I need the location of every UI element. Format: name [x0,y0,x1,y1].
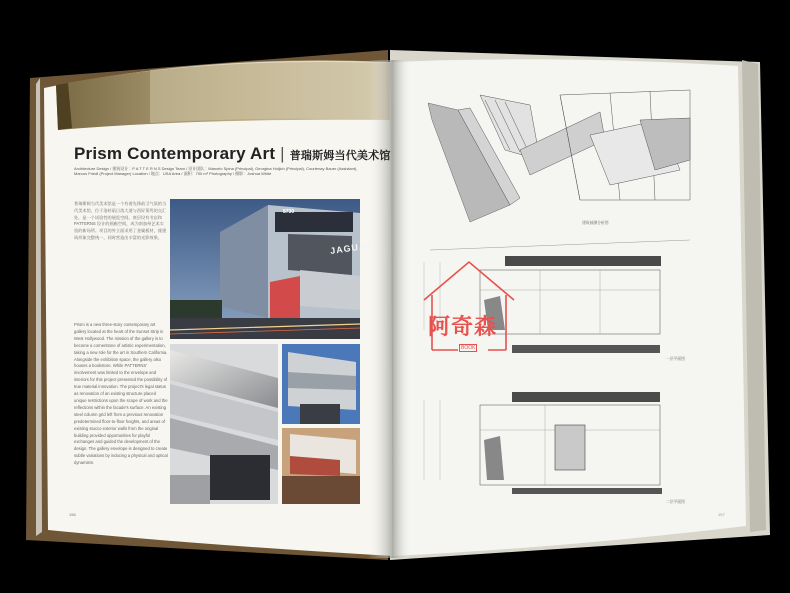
page-number-right: 157 [718,512,725,517]
building-sign-brand: JAGUAR [329,239,375,257]
caption-plan-2: 二层平面图 [666,500,685,504]
page-title-chinese: 普瑞斯姆当代美术馆 [289,150,391,162]
page-number-left: 156 [69,512,76,517]
facade-photo-top [282,344,360,424]
body-text-chinese: 普瑞斯姆当代美术馆是一个有着先锋前卫气质的当代美术馆，位于洛杉矶日落大道与西好莱坞的交汇处，是一个试验性的展览空间。底层设有书店和 PATTERNS 设计的画廊空间，成为南加州艺术实验的新场所。项目的外立面采用了金属板材，使建筑形象完整统一，同时营造出丰富的光影效果。 [74,201,167,240]
facade-photo-bottom [282,428,360,504]
caption-plan-1: 一层平面图 [666,357,685,361]
watermark-badge: BOOK [461,345,476,351]
facade-detail-photo [170,344,278,504]
credits-line: Architecture Design / 建筑设计：P A T T E R N S Design Team / 设计团队：Marcelo Spina (Principal), Georgina Huljich (Principal), Courtenay Bauer (Assistant), Marcus Friedl (Project Manager) Location / 地点：USA Area / 面积：700 m² Photography / 摄影：Joshua White [74,166,358,177]
watermark-text: 阿奇森 [428,314,498,339]
caption-axonometric: 建筑轴测分析图 [582,221,609,225]
page-title: Prism Contemporary Art | 普瑞斯姆当代美术馆 [74,144,391,163]
building-sign-number: 8730 [283,209,295,215]
title-separator: | [280,144,285,163]
body-text-english: Prism is a new three-story contemporary art gallery located at the heart of the Sunset Strip in West Hollywood. The mission of the gallery is to become a cornerstone of artistic experimentation, taking a new role for the art in Southern California. Alongside the exhibition space, the gallery also houses a bookstore. While PATTERNS' involvement was limited to the envelope and interiors for this project presented the possibility of true material innovation. The project's legal status as renovation of an existing structure placed unique restrictions upon the scope of work and the reflections within the facade's surface. An existing steel column grid left from a previous renovation predetermined floor-to-floor heights, and areas of existing stucco exterior walls from the original building provided opportunities for playful exchanges and guided the development of the design. The gallery envelope is designed to create subtle variations by inducing a physical and optical dynamism. [74,322,168,466]
building-photo [170,199,360,339]
